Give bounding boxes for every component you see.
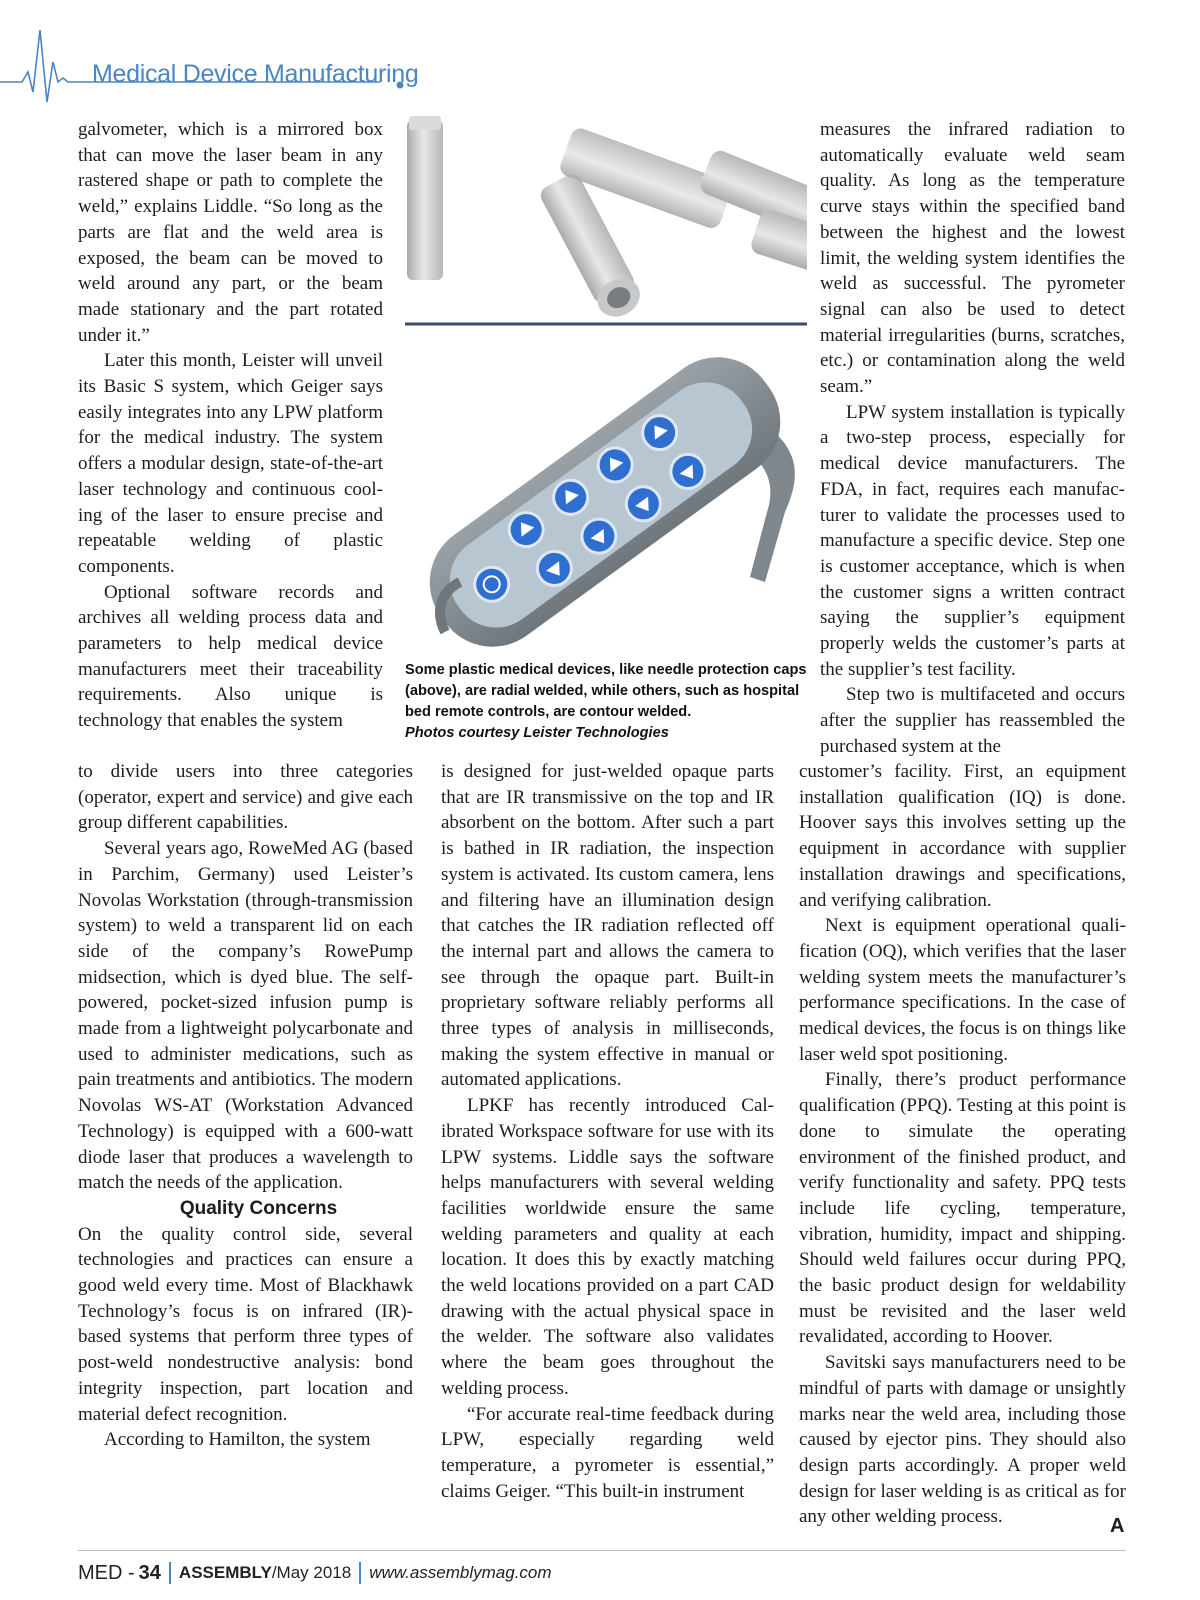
page-footer: [78, 1559, 552, 1587]
column-3-top: [820, 117, 1125, 760]
website-link[interactable]: www.assemblymag.com: [369, 1563, 552, 1582]
paragraph: According to Hamilton, the system: [104, 1429, 371, 1451]
paragraph: to divide users into three categories (operator, expert and service) and give each group different capabilities.: [78, 761, 413, 834]
paragraph: customer’s facility. First, an equipment installation qualification (IQ) is done. Hoover says this involves setting up the equipment in accordance with supplier installation drawings and specifications, and verifying calibration.: [799, 761, 1126, 911]
paragraph: LPKF has recently introduced Calibrated Workspace software for use with its LPW systems. Liddle says the software helps manufacturers with several welding facilities worldwide ensure the same welding parameters and quality at each location. It does this by exactly matching the weld locations provided on a part CAD drawing with the actual physical space in the welder. The software also validates where the beam goes throughout the welding process.: [441, 1095, 774, 1399]
issue-date: /May 2018: [271, 1563, 352, 1582]
paragraph: Later this month, Leister will unveil its Basic S system, which Geiger says easily integrates into any LPW platform for the medical industry. The system offers a modular design, state-of-the-art laser technology and continuous cooling of the laser to ensure precise and repeatable welding of plastic components.: [78, 350, 383, 577]
footer-rule: [78, 1550, 1126, 1551]
footer-divider: [359, 1562, 361, 1584]
paragraph: Several years ago, RoweMed AG (based in Parchim, Germany) used Leister’s Novolas Workstation (through-transmission system) to weld a transparent lid on each side of the company’s RowePump midsection, which is dyed blue. The self-powered, pocket-sized infusion pump is made from a lightweight polycarbonate and used to administer medications, such as pain treatments and antibiotics. The modern Novolas WS-AT (Workstation Advanced Technology) is equipped with a 600-watt diode laser that produces a wavelength to match the needs of the application.: [78, 838, 413, 1194]
paragraph: measures the infrared radiation to automatically evaluate weld seam quality. As long as the temperature curve stays within the specified band between the highest and the lowest limit, the welding system identifies the weld as successful. The pyrometer signal can also be used to detect material irregularities (burns, scratches, etc.) or contamination along the weld seam.”: [820, 119, 1125, 398]
column-1-top: [78, 117, 383, 734]
subheading: Quality Concerns: [179, 1197, 338, 1219]
paragraph: “For accurate real-time feedback during LPW, especially regarding weld temperature, a pyrometer is essential,” claims Geiger. “This built-in instrument: [441, 1403, 774, 1502]
column-1-bottom: [78, 759, 413, 1453]
paragraph: is designed for just-welded opaque parts that are IR transmissive on the top and IR absorbent on the bottom. After such a part is bathed in IR radiation, the inspection system is activated. Its custom camera, lens and filtering have an illumination design that catches the IR radiation reflected off the internal part and allows the camera to see through the opaque part. Built-in proprietary software reliably performs all three types of analysis in milliseconds, making the system effective in manual or automated applications.: [441, 761, 774, 1091]
end-mark: A: [1110, 1515, 1125, 1537]
column-2: [441, 759, 774, 1504]
pulse-line-icon: [0, 10, 440, 105]
photo-credit: Photos courtesy Leister Technologies: [405, 725, 669, 741]
paragraph: Step two is multifaceted and occurs after the supplier has reassembled the purchased system at the: [820, 684, 1125, 757]
photo-area: [405, 112, 807, 660]
photo-caption: [405, 660, 813, 744]
paragraph: Next is equipment operational qualification (OQ), which verifies that the laser welding system meets the manufacturer’s performance specifications. In the case of medical devices, the focus is on things like laser weld spot positioning.: [799, 915, 1126, 1065]
paragraph: On the quality control side, several technologies and practices can ensure a good weld every time. Most of Blackhawk Technology’s focus is on infrared (IR)-based systems that perform three types of post-weld nondestructive analysis: bond integrity inspection, part location and material defect recognition.: [78, 1223, 413, 1425]
page-number: 34: [138, 1561, 161, 1584]
paragraph: LPW system installation is typically a two-step process, especially for medical device manufacturers. The FDA, in fact, requires each manufacturer to validate the processes used to manufacture a specific device. Step one is customer acceptance, which is when the customer signs a written contract saying the supplier’s equipment properly welds the customer’s parts at the supplier’s test facility.: [820, 401, 1125, 680]
paragraph: Savitski says manufacturers need to be mindful of parts with damage or unsightly marks near the weld area, including those caused by ejector pins. They should also design parts accordingly. A proper weld design for laser welding is as critical as for any other welding process.: [799, 1352, 1126, 1528]
product-photos: [405, 112, 807, 660]
magazine-name: ASSEMBLY: [178, 1563, 272, 1582]
paragraph: Optional software records and archives all welding process data and parameters to help medical device manufacturers meet their traceability requirements. Also unique is technology that enables the system: [78, 581, 383, 732]
page-header: [0, 10, 440, 105]
footer-divider: [169, 1562, 171, 1584]
section-title: Medical Device Manufacturing: [92, 60, 419, 88]
column-3-bottom: [799, 759, 1126, 1530]
caption-text: Some plastic medical devices, like needle protection caps (above), are radial welded, while others, such as hospital bed remote controls, are contour welded.: [405, 662, 807, 720]
needle-caps-photo: [405, 112, 807, 324]
remote-control-photo: [405, 326, 807, 660]
paragraph: galvometer, which is a mirrored box that can move the laser beam in any rastered shape or path to complete the weld,” explains Liddle. “So long as the parts are flat and the weld area is exposed, the beam can be moved to weld around any part, or the beam made stationary and the part rotated under it.”: [78, 119, 383, 346]
paragraph: Finally, there’s product performance qualification (PPQ). Testing at this point is done to simulate the operating environment of the finished product, and verify functionality and safety. PPQ tests include life cycling, temperature, vibration, humidity, impact and shipping. Should weld failures occur during PPQ, the basic product design for weldability must be revisited and the laser weld revalidated, according to Hoover.: [799, 1069, 1126, 1348]
footer-section: MED -: [78, 1561, 135, 1584]
